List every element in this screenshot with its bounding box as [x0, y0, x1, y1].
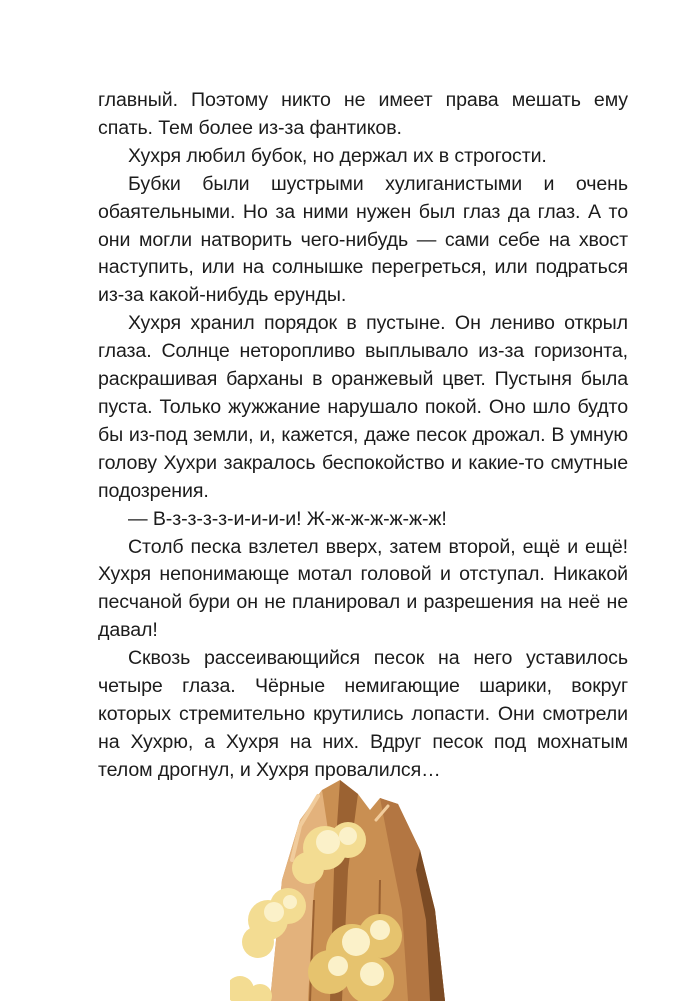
paragraph-4: Хухря хранил порядок в пустыне. Он лениво открыл глаза. Солнце неторопливо выплывало из-за горизонта, раскрашивая барханы в оранжевый цвет. Пустыня была пуста. Только жужжание нарушало покой. Оно шло будто бы из-под земли, и, кажется, даже песок дрожал. В умную голову Хухри закралось беспокойство и какие-то смутные подозрения.: [98, 312, 628, 502]
sand-cloud-bottom-left: [230, 976, 272, 1001]
paragraph-1: главный. Поэтому никто не имеет права мешать ему спать. Тем более из-за фантиков.: [98, 89, 628, 139]
paragraph-6: Столб песка взлетел вверх, затем второй, ещё и ещё! Хухря непонимающе мотал головой и отступал. Никакой песчаной бури он не планировал и разрешения на неё не давал!: [98, 535, 628, 642]
paragraph-2: Хухря любил бубок, но держал их в строгости.: [128, 144, 547, 167]
paragraph-7: Сквозь рассеивающийся песок на него уставилось четыре глаза. Чёрные немигающие шарики, вокруг которых стремительно крутились лопасти. Они смотрели на Хухрю, а Хухря на них. Вдруг песок под мохнатым телом дрогнул, и Хухря провалился…: [98, 647, 628, 781]
story-text: [98, 87, 628, 785]
sand-rock-illustration-icon: [230, 760, 475, 1001]
paragraph-3: Бубки были шустрыми хулиганистыми и очень обаятельными. Но за ними нужен был глаз да глаз. А то они могли натворить чего-нибудь — сами себе на хвост наступить, или на солнышке перегреться, или подраться из-за какой-нибудь ерунды.: [98, 172, 628, 307]
paragraph-5-dialogue: — В-з-з-з-з-и-и-и-и! Ж-ж-ж-ж-ж-ж-ж!: [128, 507, 447, 530]
